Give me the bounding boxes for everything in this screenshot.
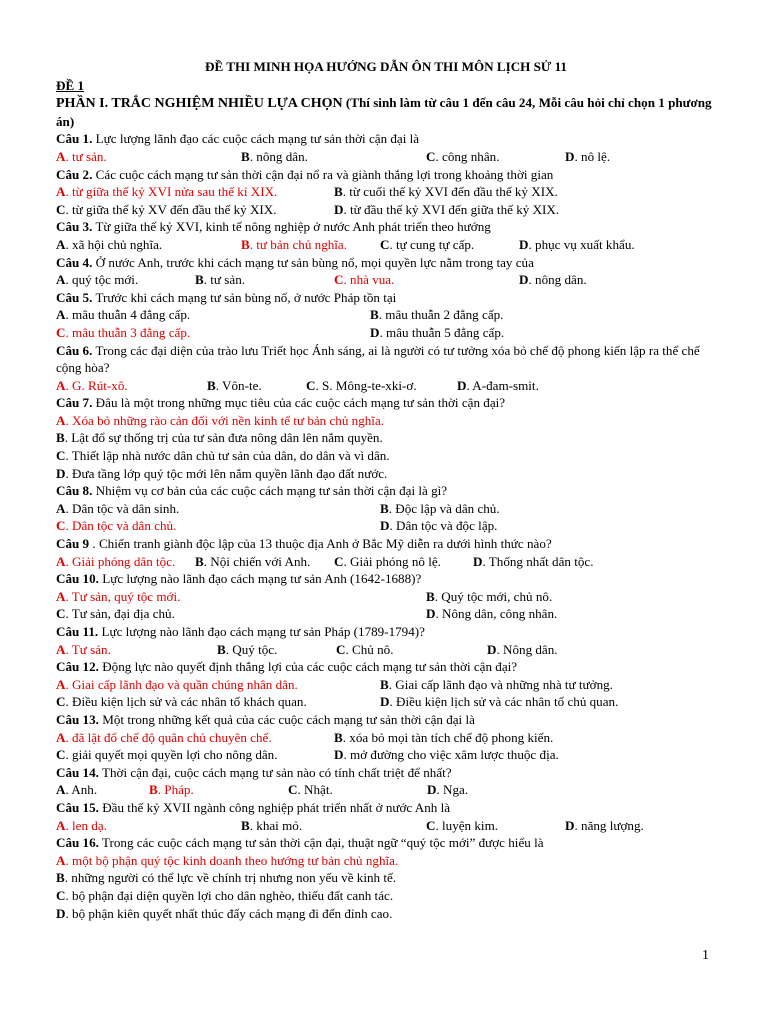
- question-number: Câu 4.: [56, 254, 93, 270]
- question-stem: [56, 394, 716, 412]
- question-stem: [56, 834, 716, 852]
- answer-row: [56, 500, 716, 518]
- option-text: mâu thuẫn 3 đẳng cấp.: [72, 324, 191, 340]
- option-text: A-đam-smit.: [472, 377, 539, 393]
- answer-option-b: B. Giai cấp lãnh đạo và những nhà tư tưởng.: [380, 676, 613, 692]
- option-text: từ giữa thế kỷ XVI nửa sau thế kỉ XIX.: [72, 184, 278, 200]
- answer-option-a: A. Xóa bỏ những rào cản đối với nền kinh tế tư bản chủ nghĩa.: [56, 412, 385, 428]
- option-letter: B: [380, 676, 389, 692]
- answer-row: [56, 887, 716, 905]
- option-text: giải quyết mọi quyền lợi cho nông dân.: [72, 747, 278, 763]
- answer-option-c: C. bộ phận đại diện quyền lợi cho dân nghèo, thiếu đất canh tác.: [56, 887, 394, 903]
- answer-row: [56, 148, 716, 166]
- option-text: Tư sản, quý tộc mới.: [71, 588, 181, 604]
- option-letter: A: [56, 184, 66, 200]
- option-text: Giai cấp lãnh đạo và những nhà tư tưởng.: [395, 676, 613, 692]
- option-letter: D: [519, 272, 529, 288]
- option-text: những người có thể lực về chính trị nhưng non yếu về kinh tế.: [71, 870, 397, 886]
- option-text: mâu thuẫn 5 đẳng cấp.: [386, 324, 505, 340]
- answer-row: [56, 517, 716, 535]
- option-text: Nội chiến với Anh.: [210, 553, 311, 569]
- answer-option-c: C. từ giữa thế kỷ XV đến đầu thế kỷ XIX.: [56, 201, 277, 217]
- question-stem: [56, 623, 716, 641]
- answer-row: [56, 465, 716, 483]
- question-text: Động lực nào quyết định thắng lợi của các cuộc cách mạng tư sản thời cận đại?: [102, 659, 518, 675]
- answer-option-a: A. len dạ.: [56, 817, 107, 833]
- option-letter: A: [56, 817, 66, 833]
- answer-option-d: D. từ đầu thế kỷ XVI đến giữa thế kỷ XIX.: [334, 201, 560, 217]
- option-letter: A: [56, 588, 66, 604]
- option-letter: C: [56, 324, 66, 340]
- answer-row: [56, 553, 716, 571]
- option-text: từ giữa thế kỷ XV đến đầu thế kỷ XIX.: [72, 201, 277, 217]
- question-stem: [56, 799, 716, 817]
- option-text: luyện kim.: [442, 817, 499, 833]
- question-text: Lực lượng nào lãnh đạo cách mạng tư sản Pháp (1789-1794)?: [101, 624, 425, 639]
- answer-option-d: D. nô lệ.: [565, 148, 611, 164]
- exam-title: ĐỀ THI MINH HỌA HƯỚNG DẪN ÔN THI MÔN LỊCH SỬ 11: [205, 59, 567, 74]
- question-number: Câu 10.: [56, 571, 99, 587]
- answer-option-b: B. những người có thể lực về chính trị nhưng non yếu về kinh tế.: [56, 870, 397, 886]
- option-letter: A: [56, 729, 66, 745]
- option-letter: A: [56, 307, 66, 323]
- question-number: Câu 7.: [56, 395, 93, 411]
- answer-option-d: D. bộ phận kiên quyết nhất thúc đẩy cách mạng đi đến đỉnh cao.: [56, 905, 393, 921]
- option-letter: A: [56, 412, 66, 428]
- question-number: Câu 14.: [56, 764, 99, 780]
- answer-option-c: C. công nhân.: [426, 148, 500, 164]
- option-text: Nga.: [443, 782, 469, 798]
- option-text: quý tộc mới.: [72, 272, 139, 288]
- page-number: 1: [702, 948, 709, 963]
- answer-option-c: C. giải quyết mọi quyền lợi cho nông dân.: [56, 747, 278, 763]
- answer-row: [56, 729, 716, 747]
- option-text: nông dân.: [256, 148, 308, 164]
- option-text: công nhân.: [442, 148, 500, 164]
- option-text: Dân tộc và độc lập.: [396, 518, 498, 534]
- question-number: Câu 9: [56, 536, 90, 552]
- option-letter: A: [56, 148, 66, 164]
- question-number: Câu 13.: [56, 711, 99, 727]
- option-letter: B: [195, 272, 204, 288]
- option-letter: B: [370, 307, 379, 323]
- answer-row: [56, 641, 716, 659]
- option-letter: D: [427, 782, 437, 798]
- question-stem: [56, 570, 716, 588]
- option-text: Điều kiện lịch sử và các nhân tố khách quan.: [72, 694, 307, 710]
- option-letter: B: [241, 236, 250, 252]
- option-letter: D: [565, 817, 575, 833]
- answer-row: [56, 869, 716, 887]
- answer-option-c: C. mâu thuẫn 3 đẳng cấp.: [56, 324, 191, 340]
- answer-option-b: B. nông dân.: [241, 148, 308, 164]
- option-letter: D: [370, 324, 380, 340]
- answer-option-d: D. nông dân.: [519, 272, 587, 288]
- answer-option-b: B. Độc lập và dân chủ.: [380, 500, 500, 516]
- option-letter: D: [519, 236, 529, 252]
- question-stem: [56, 218, 716, 236]
- answer-row: [56, 377, 716, 395]
- answer-option-b: B. xóa bỏ mọi tàn tích chế độ phong kiến.: [334, 729, 554, 745]
- exam-page: [56, 58, 716, 922]
- answer-row: [56, 429, 716, 447]
- option-text: tự cung tự cấp.: [396, 236, 475, 252]
- answer-row: [56, 324, 716, 342]
- question-number: Câu 16.: [56, 835, 99, 851]
- option-text: Điều kiện lịch sử và các nhân tố chủ quan.: [396, 694, 619, 710]
- question-text: Trước khi cách mạng tư sản bùng nổ, ở nước Pháp tồn tại: [95, 289, 397, 305]
- option-text: Dân tộc và dân sinh.: [72, 500, 180, 516]
- option-letter: B: [56, 430, 65, 446]
- answer-option-a: A. quý tộc mới.: [56, 272, 139, 288]
- option-letter: C: [426, 817, 436, 833]
- option-letter: A: [56, 676, 66, 692]
- option-letter: D: [334, 747, 344, 763]
- option-text: Vôn-te.: [222, 377, 262, 393]
- option-letter: D: [380, 694, 390, 710]
- answer-option-c: C. Thiết lập nhà nước dân chủ tư sản của dân, do dân và vì dân.: [56, 448, 390, 464]
- option-text: nô lệ.: [581, 148, 611, 164]
- option-text: Pháp.: [164, 782, 194, 798]
- question-stem: [56, 130, 716, 148]
- part-heading: [56, 94, 716, 130]
- answer-option-b: B. tư bản chủ nghĩa.: [241, 236, 348, 252]
- question-text: Ở nước Anh, trước khi cách mạng tư sản bùng nổ, mọi quyền lực nằm trong tay của: [95, 254, 534, 270]
- option-text: Độc lập và dân chủ.: [395, 500, 500, 516]
- question-text: Nhiệm vụ cơ bản của các cuộc cách mạng tư sản thời cận đại là gì?: [95, 483, 448, 499]
- answer-row: [56, 447, 716, 465]
- option-text: Quý tộc mới, chủ nô.: [441, 588, 553, 604]
- option-letter: B: [241, 817, 250, 833]
- option-text: năng lượng.: [581, 817, 644, 833]
- question-list: [56, 130, 716, 922]
- option-text: Nhật.: [304, 782, 333, 798]
- answer-option-a: A. xã hội chủ nghĩa.: [56, 236, 163, 252]
- option-letter: B: [241, 148, 250, 164]
- question-text: Các cuộc cách mạng tư sản thời cận đại nổ ra và giành thắng lợi trong khoảng thời gian: [95, 166, 554, 182]
- option-text: xã hội chủ nghĩa.: [72, 236, 163, 252]
- option-text: bộ phận đại diện quyền lợi cho dân nghèo, thiếu đất canh tác.: [72, 887, 394, 903]
- answer-option-c: C. Điều kiện lịch sử và các nhân tố khách quan.: [56, 694, 307, 710]
- option-letter: A: [56, 641, 66, 657]
- question-stem: [56, 289, 716, 307]
- option-letter: C: [336, 641, 346, 657]
- option-letter: C: [426, 148, 436, 164]
- option-letter: C: [334, 553, 344, 569]
- option-letter: B: [334, 729, 343, 745]
- answer-row: [56, 852, 716, 870]
- answer-option-a: A. mâu thuẫn 4 đẳng cấp.: [56, 307, 191, 323]
- question-text: Trong các cuộc cách mạng tư sản thời cận đại, thuật ngữ “quý tộc mới” được hiểu là: [101, 835, 544, 851]
- option-text: Giai cấp lãnh đạo và quần chúng nhân dân.: [72, 676, 298, 692]
- question-stem: [56, 764, 716, 782]
- answer-option-c: C. Chủ nô.: [336, 641, 394, 657]
- option-text: từ đầu thế kỷ XVI đến giữa thế kỷ XIX.: [350, 201, 560, 217]
- question-text: Thời cận đại, cuộc cách mạng tư sản nào có tính chất triệt để nhất?: [101, 764, 452, 780]
- question-stem: [56, 342, 716, 377]
- option-letter: A: [56, 236, 66, 252]
- answer-option-c: C. tự cung tự cấp.: [380, 236, 475, 252]
- option-letter: C: [334, 272, 344, 288]
- option-text: Thiết lập nhà nước dân chủ tư sản của dân, do dân và vì dân.: [71, 448, 390, 464]
- option-letter: B: [380, 500, 389, 516]
- answer-row: [56, 905, 716, 923]
- option-text: phục vụ xuất khẩu.: [535, 236, 635, 252]
- answer-row: [56, 271, 716, 289]
- answer-option-b: B. Quý tộc.: [217, 641, 278, 657]
- option-letter: B: [195, 553, 204, 569]
- option-letter: A: [56, 852, 66, 868]
- option-text: Nông dân, công nhân.: [442, 606, 558, 622]
- answer-option-a: A. Giai cấp lãnh đạo và quần chúng nhân dân.: [56, 676, 298, 692]
- option-letter: D: [56, 905, 66, 921]
- answer-option-b: B. mâu thuẫn 2 đẳng cấp.: [370, 307, 504, 323]
- option-text: Chủ nô.: [352, 641, 394, 657]
- option-letter: A: [56, 500, 66, 516]
- option-text: mở đường cho việc xâm lược thuộc địa.: [350, 747, 559, 763]
- answer-option-b: B. tư sản.: [195, 272, 246, 288]
- answer-option-d: D. A-đam-smit.: [457, 377, 539, 393]
- answer-option-d: D. Nông dân.: [487, 641, 558, 657]
- option-letter: C: [56, 747, 66, 763]
- answer-option-d: D. năng lượng.: [565, 817, 644, 833]
- option-letter: B: [217, 641, 226, 657]
- option-text: Tư sản.: [71, 641, 111, 657]
- option-letter: A: [56, 553, 66, 569]
- question-text: Từ giữa thế kỷ XVI, kinh tế nông nghiệp ở nước Anh phát triển theo hướng: [95, 219, 491, 235]
- option-text: một bộ phận quý tộc kinh doanh theo hướng tư bản chủ nghĩa.: [72, 852, 399, 868]
- question-number: Câu 8.: [56, 483, 93, 499]
- option-letter: A: [56, 782, 66, 798]
- question-number: Câu 6.: [56, 342, 93, 358]
- option-text: bộ phận kiên quyết nhất thúc đẩy cách mạng đi đến đỉnh cao.: [72, 905, 393, 921]
- option-text: Tư sản, đại địa chủ.: [71, 606, 175, 622]
- question-number: Câu 11.: [56, 624, 99, 639]
- option-text: Thống nhất dân tộc.: [488, 553, 594, 569]
- option-text: S. Mông-te-xki-ơ.: [322, 377, 417, 393]
- option-letter: D: [473, 553, 483, 569]
- option-text: Lật đổ sự thống trị của tư sản đưa nông dân lên nắm quyền.: [71, 430, 383, 446]
- option-text: Quý tộc.: [232, 641, 278, 657]
- answer-option-a: A. Dân tộc và dân sinh.: [56, 500, 180, 516]
- option-letter: C: [288, 782, 298, 798]
- part-note: (Thí sinh làm từ câu 1 đến câu 24, Mỗi câu hỏi chỉ chọn 1 phương án): [56, 95, 712, 129]
- answer-row: [56, 236, 716, 254]
- question-number: Câu 2.: [56, 166, 93, 182]
- option-text: tư sản.: [210, 272, 246, 288]
- option-letter: C: [56, 518, 66, 534]
- option-text: Xóa bỏ những rào cản đối với nền kinh tế tư bản chủ nghĩa.: [72, 412, 385, 428]
- option-letter: D: [487, 641, 497, 657]
- option-text: Anh.: [71, 782, 98, 798]
- option-letter: C: [380, 236, 390, 252]
- answer-option-c: C. Tư sản, đại địa chủ.: [56, 606, 175, 622]
- answer-row: [56, 781, 716, 799]
- answer-row: [56, 676, 716, 694]
- question-text: Lực lượng nào lãnh đạo cách mạng tư sản Anh (1642-1688)?: [102, 571, 422, 587]
- question-stem: [56, 166, 716, 184]
- option-text: khai mỏ.: [256, 817, 303, 833]
- question-text: Trong các đại diện của trào lưu Triết học Ánh sáng, ai là người có tư tưởng xóa bỏ chế độ phong kiến lập ra thể chế cộng hòa?: [56, 342, 700, 376]
- option-text: mâu thuẫn 4 đẳng cấp.: [72, 307, 191, 323]
- option-text: mâu thuẫn 2 đẳng cấp.: [385, 307, 504, 323]
- answer-option-d: D. mâu thuẫn 5 đẳng cấp.: [370, 324, 505, 340]
- option-text: Dân tộc và dân chủ.: [72, 518, 177, 534]
- option-text: Nông dân.: [503, 641, 558, 657]
- option-letter: D: [457, 377, 467, 393]
- answer-option-a: A. tư sản.: [56, 148, 107, 164]
- answer-option-c: C. S. Mông-te-xki-ơ.: [306, 377, 417, 393]
- answer-option-d: D. Nông dân, công nhân.: [426, 606, 558, 622]
- option-letter: A: [56, 272, 66, 288]
- question-stem: [56, 535, 716, 553]
- question-text: . Chiến tranh giành độc lập của 13 thuộc địa Anh ở Bắc Mỹ diễn ra dưới hình thức nào?: [92, 536, 552, 552]
- answer-option-b: B. Pháp.: [149, 782, 194, 798]
- answer-option-b: B. Vôn-te.: [207, 377, 262, 393]
- answer-option-a: A. từ giữa thế kỷ XVI nửa sau thế kỉ XIX.: [56, 184, 278, 200]
- option-letter: D: [334, 201, 344, 217]
- option-text: Giải phóng dân tộc.: [72, 553, 176, 569]
- answer-option-d: D. mở đường cho việc xâm lược thuộc địa.: [334, 747, 559, 763]
- option-letter: B: [334, 184, 343, 200]
- question-stem: [56, 711, 716, 729]
- part-label: PHẦN I. TRẮC NGHIỆM NHIỀU LỰA CHỌN: [56, 96, 343, 112]
- answer-option-d: D. Đưa tầng lớp quý tộc mới lên nắm quyền lãnh đạo đất nước.: [56, 465, 388, 481]
- option-letter: B: [207, 377, 216, 393]
- question-stem: [56, 254, 716, 272]
- exam-label: ĐỀ 1: [56, 77, 85, 93]
- option-text: G. Rút-xô.: [72, 377, 128, 393]
- answer-option-a: A. Tư sản, quý tộc mới.: [56, 588, 181, 604]
- answer-option-c: C. luyện kim.: [426, 817, 499, 833]
- answer-option-a: A. Anh.: [56, 782, 98, 798]
- answer-row: [56, 817, 716, 835]
- answer-option-d: D. Điều kiện lịch sử và các nhân tố chủ quan.: [380, 694, 619, 710]
- option-letter: C: [56, 448, 66, 464]
- option-letter: C: [56, 201, 66, 217]
- option-letter: A: [56, 377, 66, 393]
- question-text: Đâu là một trong những mục tiêu của các cuộc cách mạng tư sản thời cận đại?: [95, 395, 506, 411]
- answer-option-b: B. Lật đổ sự thống trị của tư sản đưa nông dân lên nắm quyền.: [56, 430, 383, 446]
- option-letter: B: [149, 782, 158, 798]
- question-text: Lực lượng lãnh đạo các cuộc cách mạng tư sản thời cận đại là: [95, 131, 420, 147]
- answer-option-d: D. phục vụ xuất khẩu.: [519, 236, 635, 252]
- answer-option-d: D. Thống nhất dân tộc.: [473, 553, 594, 569]
- answer-row: [56, 588, 716, 606]
- answer-option-b: B. Nội chiến với Anh.: [195, 553, 311, 569]
- answer-option-a: A. Giải phóng dân tộc.: [56, 553, 176, 569]
- question-stem: [56, 482, 716, 500]
- answer-row: [56, 605, 716, 623]
- answer-option-c: C. nhà vua.: [334, 272, 395, 288]
- question-number: Câu 3.: [56, 219, 93, 235]
- option-letter: B: [56, 870, 65, 886]
- answer-option-b: B. khai mỏ.: [241, 817, 303, 833]
- question-number: Câu 12.: [56, 659, 99, 675]
- option-letter: B: [426, 588, 435, 604]
- option-text: Giải phóng nô lệ.: [350, 553, 441, 569]
- answer-option-b: B. Quý tộc mới, chủ nô.: [426, 588, 553, 604]
- answer-option-c: C. Nhật.: [288, 782, 333, 798]
- answer-option-c: C. Giải phóng nô lệ.: [334, 553, 441, 569]
- option-letter: C: [56, 606, 66, 622]
- answer-row: [56, 746, 716, 764]
- option-text: nhà vua.: [350, 272, 395, 288]
- answer-option-a: A. đã lật đổ chế độ quân chủ chuyên chế.: [56, 729, 272, 745]
- answer-row: [56, 693, 716, 711]
- answer-row: [56, 183, 716, 201]
- option-text: từ cuối thế kỷ XVI đến đầu thế kỷ XIX.: [349, 184, 558, 200]
- answer-option-c: C. Dân tộc và dân chủ.: [56, 518, 177, 534]
- answer-option-a: A. một bộ phận quý tộc kinh doanh theo hướng tư bản chủ nghĩa.: [56, 852, 399, 868]
- option-text: tư bản chủ nghĩa.: [256, 236, 348, 252]
- answer-option-d: D. Dân tộc và độc lập.: [380, 518, 498, 534]
- answer-row: [56, 201, 716, 219]
- option-text: len dạ.: [72, 817, 107, 833]
- option-text: xóa bỏ mọi tàn tích chế độ phong kiến.: [349, 729, 554, 745]
- option-letter: C: [306, 377, 316, 393]
- question-number: Câu 15.: [56, 799, 99, 815]
- question-number: Câu 5.: [56, 289, 93, 305]
- option-letter: D: [56, 465, 66, 481]
- answer-option-a: A. G. Rút-xô.: [56, 377, 128, 393]
- answer-option-a: A. Tư sản.: [56, 641, 111, 657]
- answer-row: [56, 412, 716, 430]
- option-letter: D: [565, 148, 575, 164]
- question-number: Câu 1.: [56, 131, 93, 147]
- answer-option-d: D. Nga.: [427, 782, 469, 798]
- option-letter: C: [56, 694, 66, 710]
- option-letter: D: [380, 518, 390, 534]
- answer-row: [56, 306, 716, 324]
- question-stem: [56, 658, 716, 676]
- option-letter: C: [56, 887, 66, 903]
- question-text: Một trong những kết quả của các cuộc cách mạng tư sản thời cận đại là: [102, 711, 475, 727]
- option-text: đã lật đổ chế độ quân chủ chuyên chế.: [72, 729, 272, 745]
- answer-option-b: B. từ cuối thế kỷ XVI đến đầu thế kỷ XIX.: [334, 184, 558, 200]
- option-text: Đưa tầng lớp quý tộc mới lên nắm quyền lãnh đạo đất nước.: [72, 465, 388, 481]
- question-text: Đầu thế kỷ XVII ngành công nghiệp phát triển nhất ở nước Anh là: [102, 799, 451, 815]
- option-text: tư sản.: [72, 148, 107, 164]
- option-letter: D: [426, 606, 436, 622]
- option-text: nông dân.: [535, 272, 587, 288]
